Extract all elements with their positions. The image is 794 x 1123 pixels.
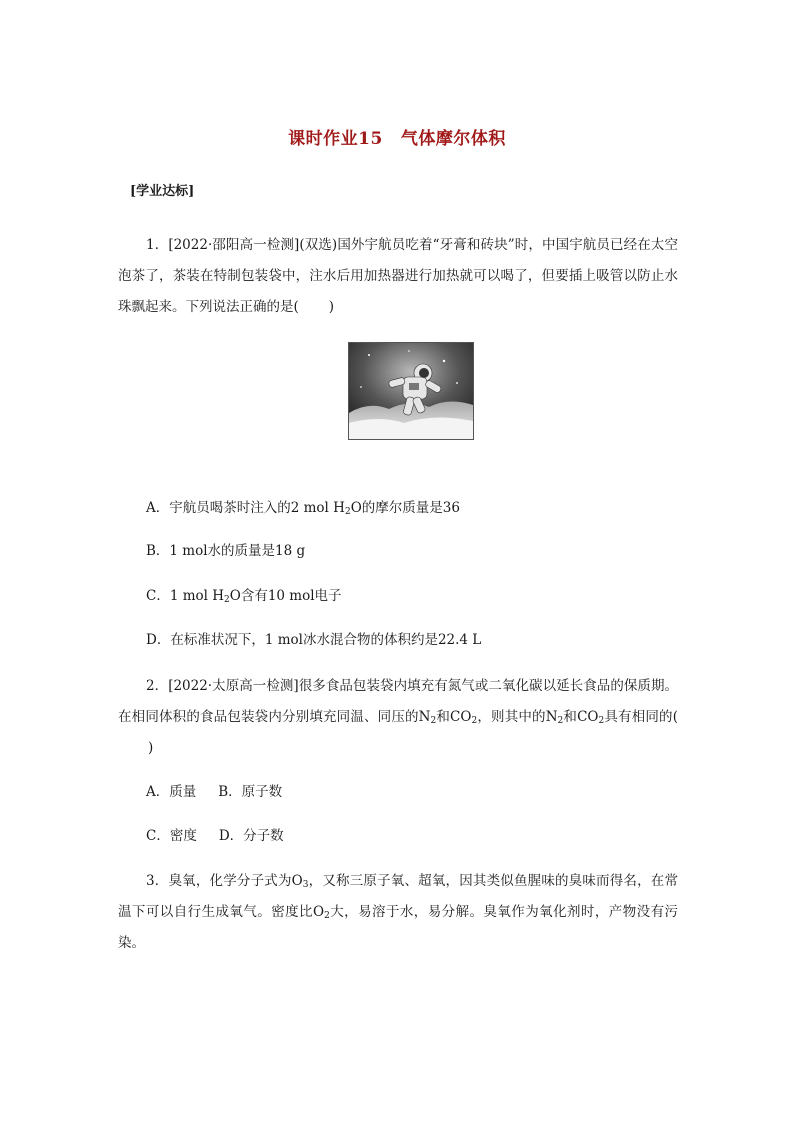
question-2-options-row-1 bbox=[146, 782, 282, 802]
title-main: 课时作业15 bbox=[288, 129, 383, 149]
question-2-option-d[interactable]: D．分子数 bbox=[218, 828, 284, 844]
astronaut-photo-icon bbox=[348, 342, 474, 440]
question-3-stem: 3．臭氧，化学分子式为$O_3$，又称三原子氧、超氧，因其类似鱼腥味的臭味而得名，在常温下可以自行生成氧气。密度比$O_2$大，易溶于水，易分解。臭氧作为氧化剂时，产物没有污染。 bbox=[118, 873, 678, 951]
section-label: [学业达标] bbox=[130, 184, 195, 199]
question-1-stem: 1．[2022·邵阳高一检测](双选)国外宇航员吃着“牙膏和砖块”时，中国宇航员已经在太空泡茶了，茶装在特制包装袋中，注水后用加热器进行加热就可以喝了，但要插上吸管以防止水珠飘起来。下列说法正确的是( ) bbox=[118, 237, 678, 315]
question-2-options-row-2 bbox=[146, 826, 284, 846]
title-sub: 气体摩尔体积 bbox=[400, 129, 506, 149]
question-1-option-c[interactable]: C．1 mol $H_2O$含有10 mol电子 bbox=[146, 588, 342, 605]
question-1-option-a[interactable]: A．宇航员喝茶时注入的2 mol $H_2O$的摩尔质量是36 bbox=[146, 500, 460, 517]
question-1-option-d[interactable]: D．在标准状况下，1 mol冰水混合物的体积约是22.4 L bbox=[146, 632, 482, 648]
question-2-option-b[interactable]: B．原子数 bbox=[218, 784, 283, 800]
question-2-option-c[interactable]: C．密度 bbox=[146, 828, 197, 844]
page-title bbox=[0, 124, 794, 149]
question-2-option-a[interactable]: A．质量 bbox=[146, 784, 197, 800]
question-2-stem: 2．[2022·太原高一检测]很多食品包装袋内填充有氮气或二氧化碳以延长食品的保质期。在相同体积的食品包装袋内分别填充同温、同压的$N_2$和$CO_2$，则其中的$N_2$和$CO_2$具有相同的() bbox=[118, 678, 679, 756]
question-1-option-b[interactable]: B．1 mol水的质量是18 g bbox=[146, 543, 306, 559]
